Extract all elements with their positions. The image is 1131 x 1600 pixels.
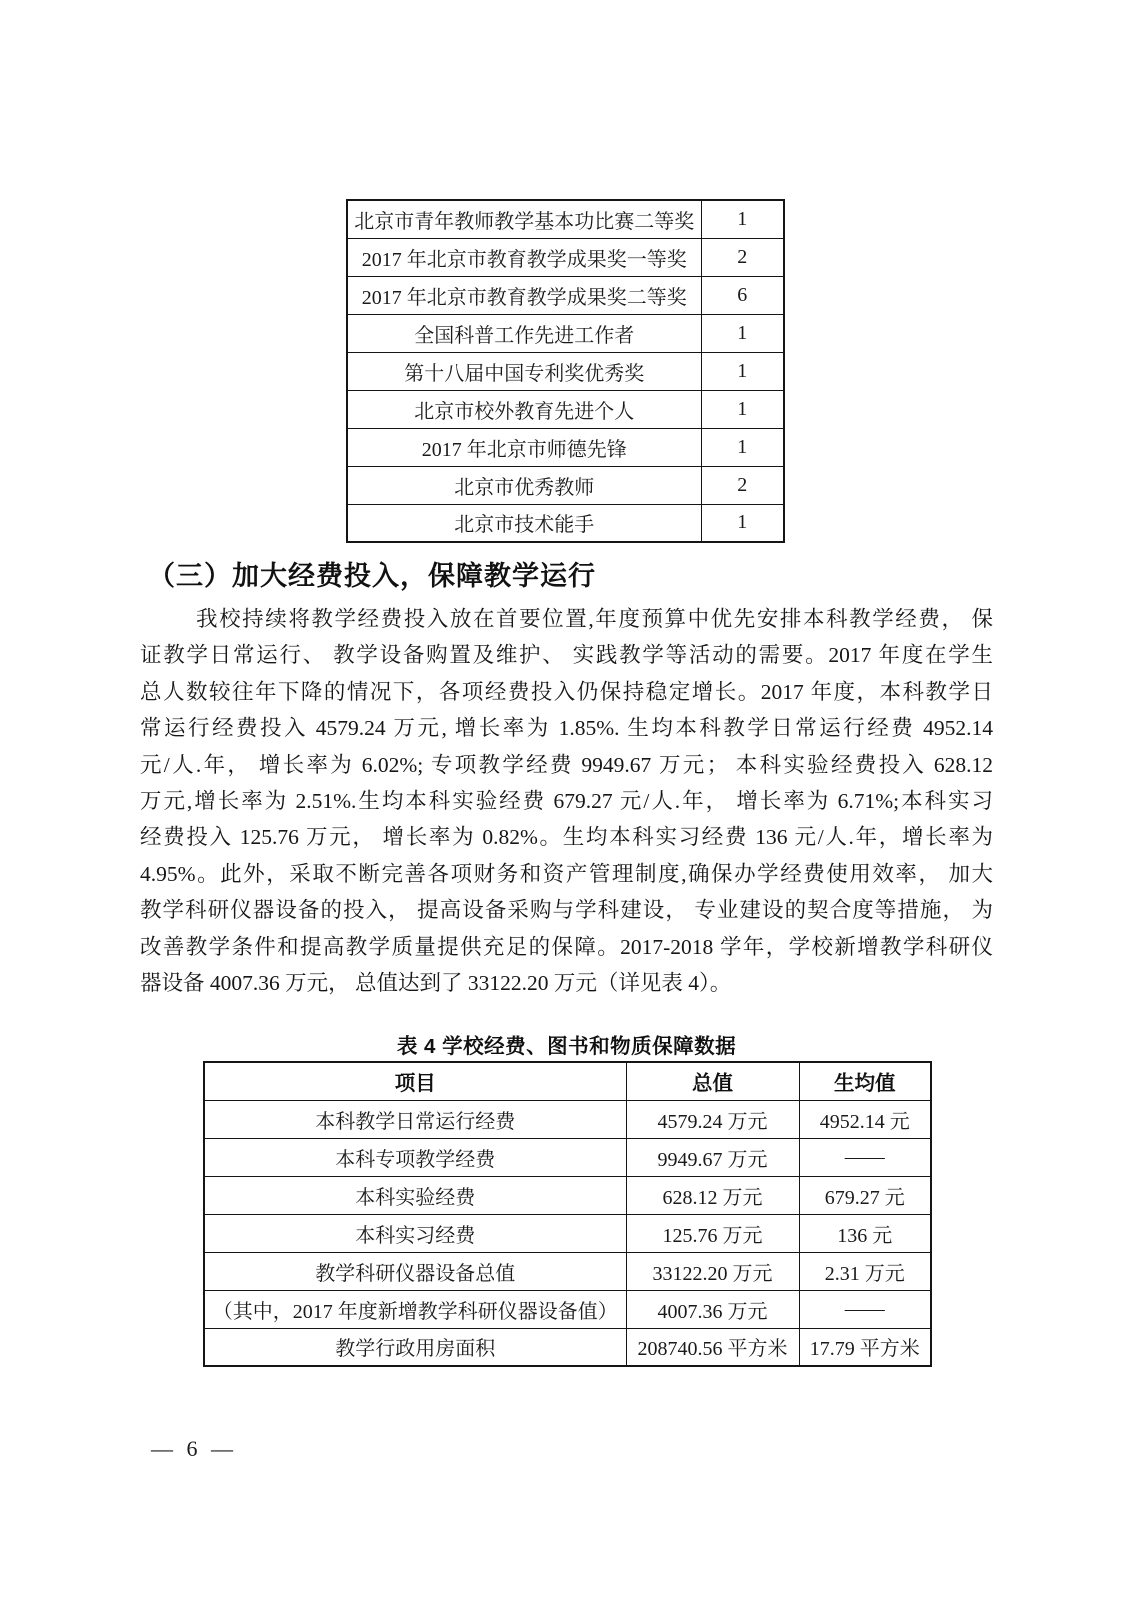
award-count-cell: 2: [701, 466, 784, 504]
award-count-cell: 1: [701, 200, 784, 238]
body-paragraph: [140, 601, 993, 1001]
item-cell: （其中，2017 年度新增教学科研仪器设备值）: [204, 1290, 626, 1328]
table-row: [347, 276, 784, 314]
item-cell: 教学行政用房面积: [204, 1328, 626, 1366]
table-row: [204, 1328, 931, 1366]
paragraph-line: 器设备 4007.36 万元， 总值达到了 33122.20 万元（详见表 4）。: [140, 970, 732, 995]
table4: [203, 1061, 932, 1367]
paragraph-line: 教学科研仪器设备的投入， 提高设备采购与学科建设， 专业建设的契合度等措施， 为: [140, 898, 993, 923]
per-student-cell: 2.31 万元: [799, 1252, 931, 1290]
award-name-cell: 北京市校外教育先进个人: [347, 390, 701, 428]
column-header-per-student: 生均值: [799, 1062, 931, 1100]
table-row: [347, 314, 784, 352]
table-row: [347, 390, 784, 428]
table-row: [204, 1214, 931, 1252]
paragraph-line: 改善教学条件和提高教学质量提供充足的保障。2017-2018 学年，学校新增教学科研仪: [140, 934, 993, 959]
table-row: [204, 1176, 931, 1214]
paragraph-line: 常运行经费投入 4579.24 万元, 增长率为 1.85%. 生均本科教学日常运行经费 4952.14: [140, 716, 993, 741]
table-row: [347, 466, 784, 504]
table-header-row: [204, 1062, 931, 1100]
total-cell: 9949.67 万元: [626, 1138, 799, 1176]
table-row: [347, 504, 784, 542]
paragraph-line: 我校持续将教学经费投入放在首要位置,年度预算中优先安排本科教学经费， 保: [196, 607, 993, 631]
award-name-cell: 北京市技术能手: [347, 504, 701, 542]
table-row: [347, 352, 784, 390]
paragraph-line: 证教学日常运行、 教学设备购置及维护、 实践教学等活动的需要。2017 年度在学生: [140, 643, 993, 668]
item-cell: 本科专项教学经费: [204, 1138, 626, 1176]
award-count-cell: 1: [701, 504, 784, 542]
award-name-cell: 2017 年北京市师德先锋: [347, 428, 701, 466]
table-row: [204, 1290, 931, 1328]
per-student-cell: 17.79 平方米: [799, 1328, 931, 1366]
award-name-cell: 2017 年北京市教育教学成果奖一等奖: [347, 238, 701, 276]
award-name-cell: 北京市青年教师教学基本功比赛二等奖: [347, 200, 701, 238]
paragraph-line: 万元,增长率为 2.51%.生均本科实验经费 679.27 元/人.年， 增长率为 6.71%;本科实习: [140, 788, 993, 813]
item-cell: 本科实验经费: [204, 1176, 626, 1214]
table-row: [347, 428, 784, 466]
per-student-cell: 4952.14 元: [799, 1100, 931, 1138]
awards-table: [346, 199, 785, 543]
table-row: [347, 238, 784, 276]
total-cell: 4007.36 万元: [626, 1290, 799, 1328]
award-name-cell: 北京市优秀教师: [347, 466, 701, 504]
award-name-cell: 全国科普工作先进工作者: [347, 314, 701, 352]
table-row: [347, 200, 784, 238]
total-cell: 628.12 万元: [626, 1176, 799, 1214]
award-count-cell: 1: [701, 314, 784, 352]
total-cell: 33122.20 万元: [626, 1252, 799, 1290]
table-row: [204, 1138, 931, 1176]
section-heading: （三）加大经费投入，保障教学运行: [148, 561, 596, 591]
column-header-total: 总值: [626, 1062, 799, 1100]
per-student-cell: 136 元: [799, 1214, 931, 1252]
paragraph-line: 4.95%。此外，采取不断完善各项财务和资产管理制度,确保办学经费使用效率， 加大: [140, 861, 993, 886]
award-count-cell: 2: [701, 238, 784, 276]
paragraph-line: 总人数较往年下降的情况下，各项经费投入仍保持稳定增长。2017 年度，本科教学日: [140, 679, 993, 704]
award-count-cell: 1: [701, 352, 784, 390]
table-row: [204, 1252, 931, 1290]
paragraph-line: 元/人.年， 增长率为 6.02%; 专项教学经费 9949.67 万元； 本科实验经费投入 628.12: [140, 752, 993, 777]
item-cell: 本科教学日常运行经费: [204, 1100, 626, 1138]
per-student-cell: 679.27 元: [799, 1176, 931, 1214]
total-cell: 125.76 万元: [626, 1214, 799, 1252]
per-student-cell: ——: [799, 1138, 931, 1176]
item-cell: 本科实习经费: [204, 1214, 626, 1252]
paragraph-line: 经费投入 125.76 万元， 增长率为 0.82%。生均本科实习经费 136 元/人.年，增长率为: [140, 825, 993, 850]
per-student-cell: ——: [799, 1290, 931, 1328]
award-name-cell: 2017 年北京市教育教学成果奖二等奖: [347, 276, 701, 314]
table-row: [204, 1100, 931, 1138]
total-cell: 208740.56 平方米: [626, 1328, 799, 1366]
item-cell: 教学科研仪器设备总值: [204, 1252, 626, 1290]
total-cell: 4579.24 万元: [626, 1100, 799, 1138]
award-count-cell: 6: [701, 276, 784, 314]
award-count-cell: 1: [701, 428, 784, 466]
column-header-item: 项目: [204, 1062, 626, 1100]
award-count-cell: 1: [701, 390, 784, 428]
award-name-cell: 第十八届中国专利奖优秀奖: [347, 352, 701, 390]
page-number: — 6 —: [151, 1436, 233, 1461]
table4-caption: 表 4 学校经费、图书和物质保障数据: [396, 1035, 737, 1058]
